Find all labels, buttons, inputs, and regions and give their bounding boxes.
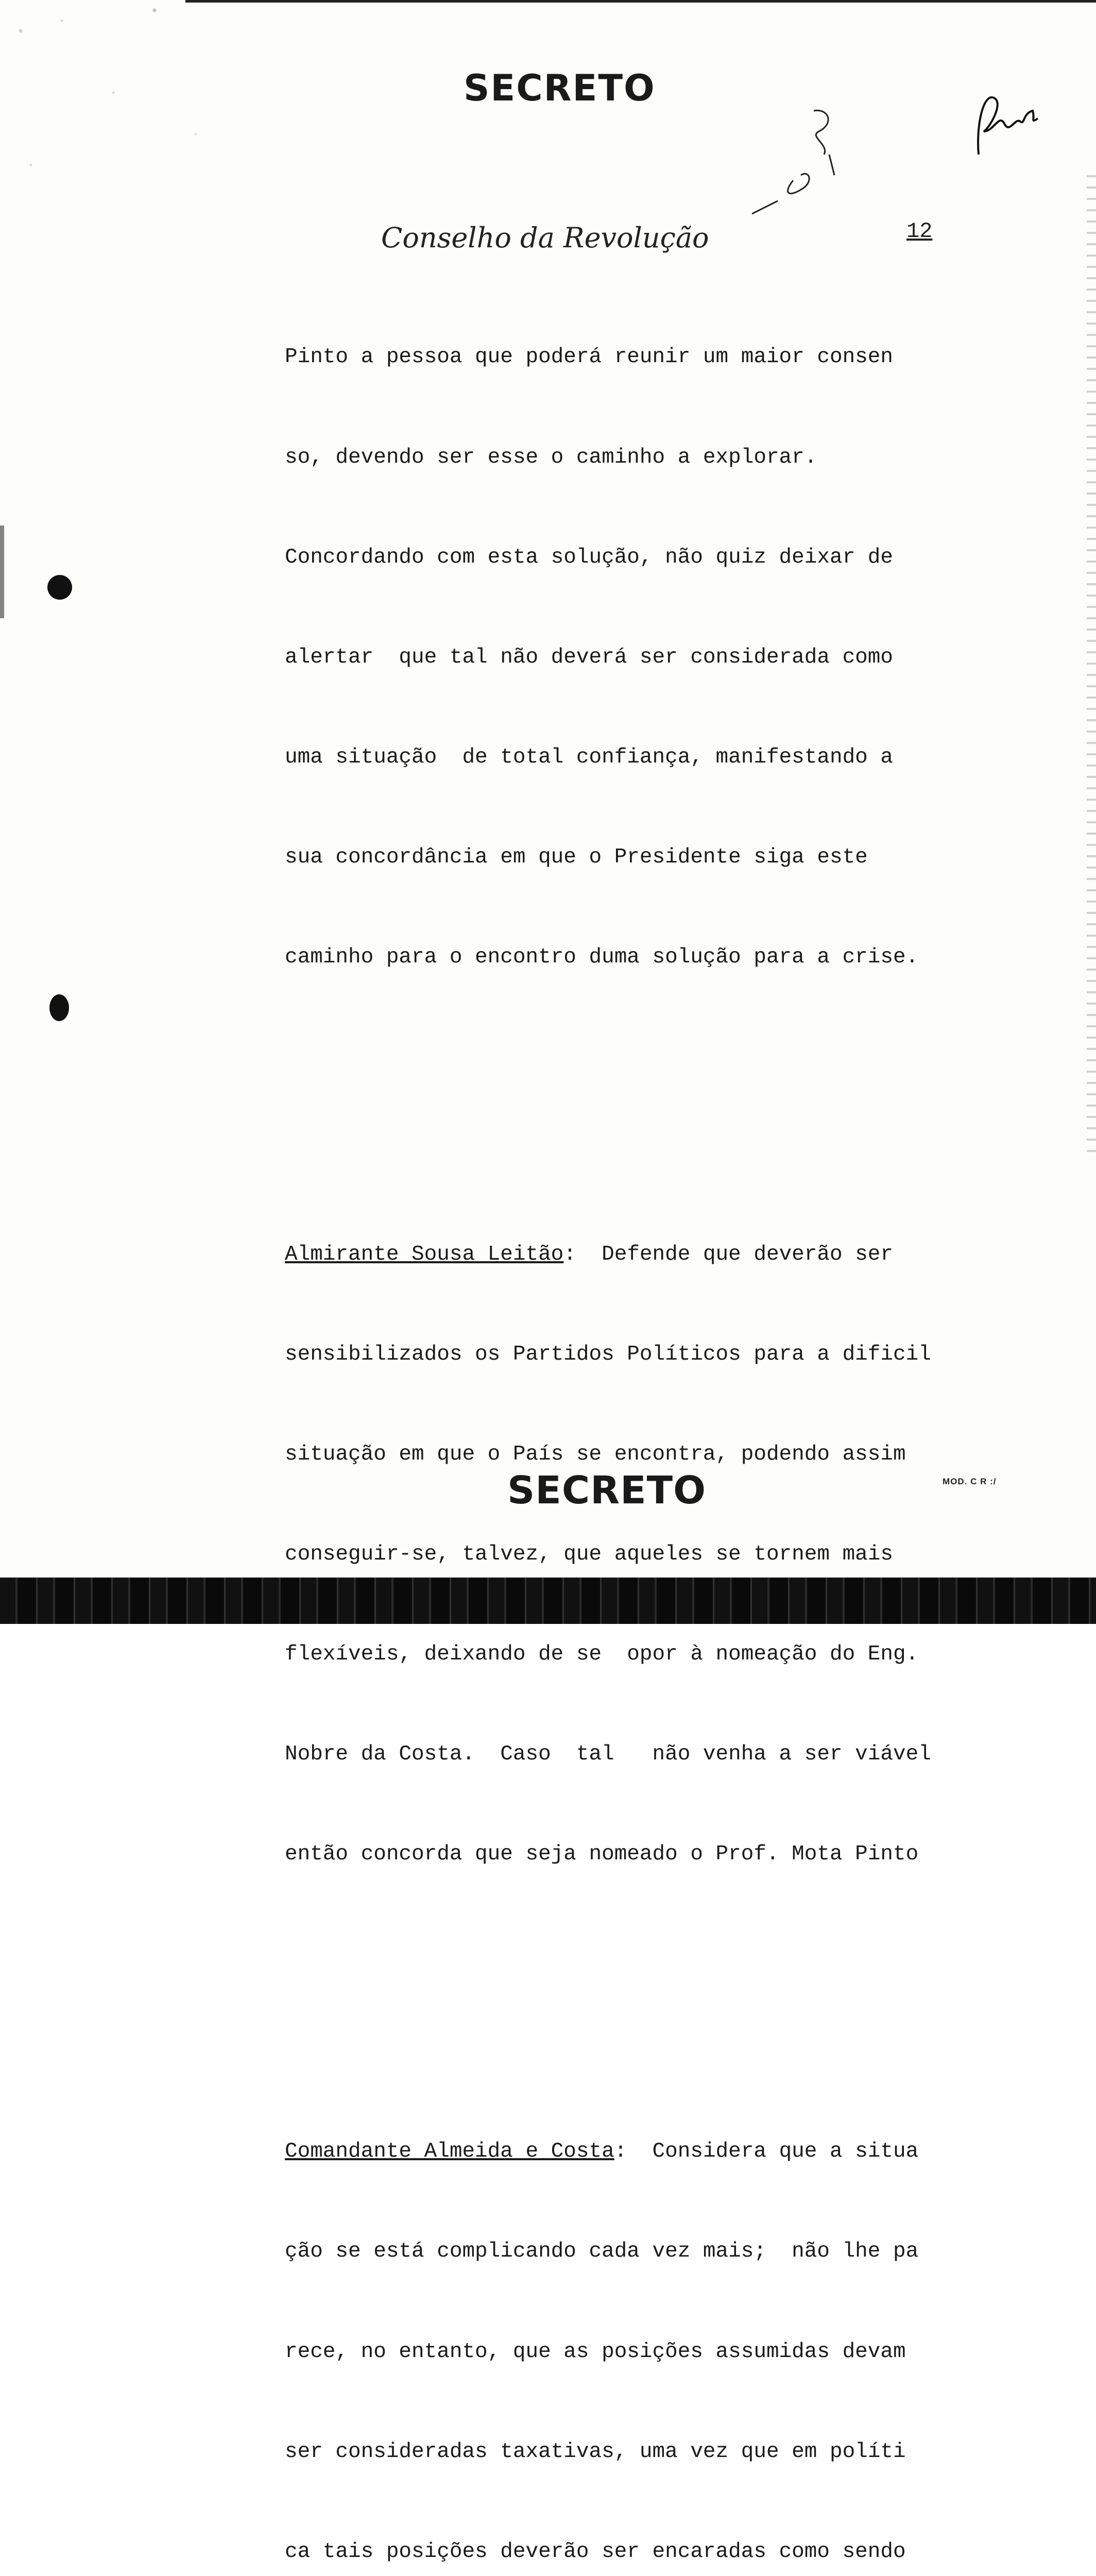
body-line: flexíveis, deixando de se opor à nomeação do Eng. bbox=[285, 1642, 919, 1667]
speaker-line bbox=[285, 2135, 1006, 2168]
scan-bottom-edge bbox=[0, 1578, 1096, 1624]
body-line: so, devendo ser esse o caminho a explorar. bbox=[285, 445, 817, 469]
body-line: conseguir-se, talvez, que aqueles se tornem mais bbox=[285, 1543, 893, 1567]
form-code: MOD. C R :/ bbox=[943, 1477, 997, 1486]
body-line: situação em que o País se encontra, podendo assim bbox=[285, 1443, 906, 1467]
speaker-line bbox=[285, 1238, 1006, 1272]
paragraph-gap bbox=[285, 1074, 1006, 1138]
classification-stamp-top: SECRETO bbox=[464, 67, 656, 109]
body-line: então concorda que seja nomeado o Prof. Mota Pinto bbox=[285, 1842, 919, 1867]
minutes-body bbox=[285, 274, 1006, 2576]
body-line-rest: : Considera que a situa bbox=[614, 2140, 919, 2164]
body-line: alertar que tal não deverá ser considerada como bbox=[285, 645, 893, 669]
page-number: 12 bbox=[906, 219, 933, 244]
body-line: ser consideradas taxativas, uma vez que em políti bbox=[285, 2439, 906, 2464]
body-line: Pinto a pessoa que poderá reunir um maior consen bbox=[285, 345, 893, 369]
classification-stamp-bottom: SECRETO bbox=[507, 1468, 707, 1513]
body-line: Concordando com esta solução, não quiz deixar de bbox=[285, 545, 893, 569]
body-line: sensibilizados os Partidos Políticos para a dificil bbox=[285, 1342, 931, 1366]
speaker-name: Comandante Almeida e Costa bbox=[285, 2140, 614, 2164]
body-line: ca tais posições deverão ser encaradas como sendo bbox=[285, 2539, 906, 2564]
scan-right-edge bbox=[1087, 175, 1096, 1154]
body-line: sua concordância em que o Presidente siga este bbox=[285, 845, 868, 869]
scan-noise bbox=[0, 0, 216, 237]
paragraph-gap bbox=[285, 1971, 1006, 2035]
initials-signature bbox=[968, 82, 1046, 160]
speaker-name: Almirante Sousa Leitão bbox=[285, 1242, 564, 1266]
body-line: ção se está complicando cada vez mais; não lhe pa bbox=[285, 2240, 919, 2264]
handwritten-mark bbox=[752, 103, 855, 216]
body-line: caminho para o encontro duma solução para a crise. bbox=[285, 945, 919, 969]
punch-hole bbox=[49, 994, 69, 1021]
body-line-rest: : Defende que deverão ser bbox=[563, 1242, 894, 1266]
body-line: rece, no entanto, que as posições assumidas devam bbox=[285, 2340, 906, 2364]
punch-hole bbox=[47, 575, 72, 600]
scan-left-edge bbox=[0, 526, 4, 618]
scan-top-edge bbox=[185, 0, 1096, 3]
body-line: Nobre da Costa. Caso tal não venha a ser viável bbox=[285, 1742, 931, 1767]
council-letterhead: Conselho da Revolução bbox=[381, 222, 709, 254]
body-line: uma situação de total confiança, manifestando a bbox=[285, 745, 893, 769]
